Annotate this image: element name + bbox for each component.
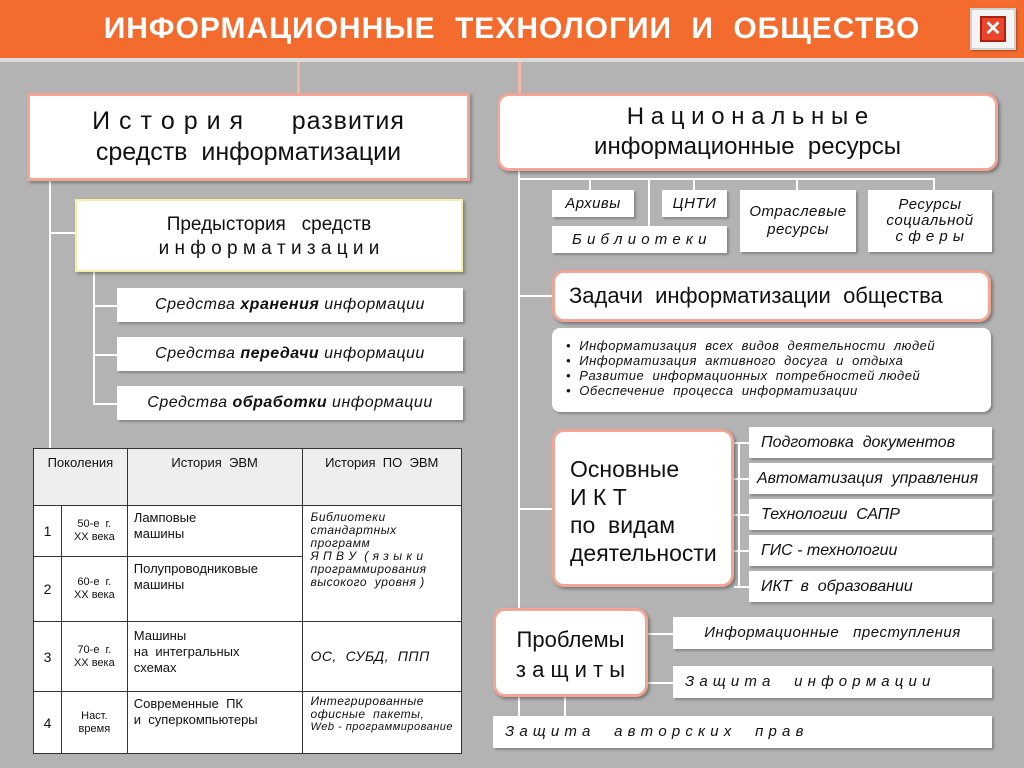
- evm-line: Машины: [133, 628, 187, 643]
- evm-line: Ламповые: [133, 510, 197, 525]
- ict-item-automation: [749, 463, 992, 494]
- means-storage-box: [117, 288, 463, 322]
- list-item: • Обеспечение процесса информатизации: [566, 383, 858, 398]
- po-line: офисные пакеты,: [310, 707, 425, 721]
- means-prefix: Средства: [147, 394, 233, 411]
- header-divider: [0, 58, 1024, 62]
- list-item: • Информатизация всех видов деятельности людей: [566, 338, 936, 353]
- po-line: Я П В У ( я з ы к и: [310, 549, 424, 563]
- social-resources-box: [868, 190, 992, 252]
- libraries-label: Б и б л и о т е к и: [572, 230, 707, 248]
- protection-item-crimes: [673, 617, 992, 649]
- ict-item-label: ИКТ в образовании: [761, 578, 913, 595]
- era-line: 50-е г.: [77, 518, 112, 530]
- connector-line: [518, 295, 554, 297]
- connector-line: [518, 508, 554, 510]
- branch-line: ресурсы: [767, 221, 829, 238]
- connector-line: [93, 354, 118, 356]
- po-line: Библиотеки: [310, 510, 386, 524]
- connector-line: [933, 178, 935, 190]
- table-header-row: [34, 449, 462, 506]
- ict-line: деятельности: [570, 540, 717, 566]
- generation-era: [61, 622, 127, 692]
- means-keyword: обработки: [232, 394, 328, 411]
- era-line: 60-е г.: [77, 576, 112, 588]
- evm-line: Современные ПК: [133, 696, 244, 711]
- cnti-label: ЦНТИ: [672, 194, 717, 212]
- generation-number: 3: [34, 622, 62, 692]
- protection-item-copyright: [493, 716, 992, 748]
- evm-line: на интегральных: [133, 644, 240, 659]
- means-suffix: информации: [319, 345, 425, 362]
- connector-line: [518, 178, 935, 180]
- protection-item-information: [673, 666, 992, 698]
- tasks-title: Задачи информатизации общества: [569, 283, 943, 308]
- protection-item-label: З а щ и т а и н ф о р м а ц и и: [685, 673, 931, 690]
- ict-item-gis: [749, 535, 992, 566]
- list-item: • Развитие информационных потребностей людей: [566, 368, 921, 383]
- connector-line: [49, 181, 51, 449]
- generation-number: 2: [34, 557, 62, 622]
- era-line: XX века: [73, 589, 115, 601]
- connector-line: [297, 62, 300, 94]
- connector-line: [648, 682, 674, 684]
- branch-line: Отраслевые: [749, 203, 847, 220]
- protection-line: Проблемы: [516, 627, 625, 652]
- po-line: стандартных: [310, 523, 397, 537]
- means-prefix: Средства: [155, 345, 241, 362]
- generation-number: 4: [34, 692, 62, 754]
- protection-box: [493, 608, 648, 697]
- generation-era: [61, 557, 127, 622]
- means-prefix: Средства: [155, 296, 241, 313]
- connector-line: [589, 178, 591, 190]
- social-line: Ресурсы: [898, 196, 962, 213]
- connector-line: [734, 586, 750, 588]
- means-transfer-box: [117, 337, 463, 371]
- era-line: время: [78, 722, 111, 735]
- list-item: • Информатизация активного досуга и отдыха: [566, 353, 904, 368]
- history-box: [27, 93, 470, 181]
- table-row: [34, 692, 462, 754]
- ict-item-label: Автоматизация управления: [757, 470, 979, 487]
- evm-history-cell: [127, 692, 302, 754]
- evm-line: машины: [133, 577, 185, 592]
- generations-table: [33, 448, 462, 754]
- evm-line: машины: [133, 526, 185, 541]
- ict-box: [552, 429, 734, 587]
- table-header: История ПО ЭВМ: [302, 449, 461, 506]
- ict-item-label: Подготовка документов: [761, 434, 956, 451]
- protection-line: з а щ и т ы: [515, 657, 626, 682]
- po-line: программ: [310, 536, 371, 550]
- generation-era: [61, 506, 127, 557]
- ict-item-education: [749, 571, 992, 602]
- connector-line: [734, 478, 750, 480]
- close-button[interactable]: [970, 8, 1016, 50]
- social-line: социальной: [886, 212, 974, 229]
- close-icon[interactable]: ✕: [980, 16, 1006, 42]
- connector-line: [93, 305, 118, 307]
- means-processing-box: [117, 386, 463, 420]
- means-keyword: передачи: [240, 345, 320, 362]
- ict-line: И К Т: [570, 484, 627, 510]
- cnti-box: [662, 190, 727, 217]
- means-suffix: информации: [327, 394, 433, 411]
- history-title-line1: И с т о р и я развития: [92, 107, 405, 135]
- protection-item-label: З а щ и т а а в т о р с к и х п р а в: [505, 723, 804, 740]
- generation-number: 1: [34, 506, 62, 557]
- connector-line: [648, 633, 674, 635]
- era-line: Наст.: [81, 709, 108, 722]
- connector-line: [518, 62, 521, 94]
- connector-line: [734, 550, 750, 552]
- archives-box: [552, 190, 634, 217]
- table-row: [34, 506, 462, 557]
- connector-line: [796, 178, 798, 190]
- connector-line: [49, 232, 76, 234]
- evm-history-cell: [127, 557, 302, 622]
- ict-item-label: Технологии САПР: [761, 506, 900, 523]
- era-line: XX века: [73, 656, 115, 669]
- social-line: с ф е р ы: [895, 228, 965, 245]
- ict-item-label: ГИС - технологии: [761, 542, 898, 559]
- po-line: Интегрированные: [310, 694, 424, 708]
- software-history-cell: [302, 506, 461, 622]
- protection-item-label: Информационные преступления: [704, 624, 961, 641]
- table-row: [34, 622, 462, 692]
- national-title-line1: Н а ц и о н а л ь н ы е: [626, 103, 869, 130]
- ict-item-documents: [749, 427, 992, 458]
- national-resources-box: [497, 93, 998, 171]
- po-line: Web - программирование: [310, 721, 453, 733]
- tasks-box: [552, 270, 991, 322]
- evm-history-cell: [127, 506, 302, 557]
- connector-line: [734, 514, 750, 516]
- means-keyword: хранения: [240, 296, 320, 313]
- software-history-cell: [302, 692, 461, 754]
- evm-line: схемах: [133, 660, 177, 675]
- ict-item-cad: [749, 499, 992, 530]
- libraries-box: [552, 226, 727, 253]
- connector-line: [93, 272, 95, 405]
- evm-history-cell: [127, 622, 302, 692]
- connector-line: [564, 697, 566, 717]
- page-title: ИНФОРМАЦИОННЫЕ ТЕХНОЛОГИИ И ОБЩЕСТВО: [103, 12, 921, 45]
- prehistory-line2: и н ф о р м а т и з а ц и и: [158, 238, 380, 259]
- ict-line: по видам: [570, 512, 676, 538]
- table-header: История ЭВМ: [127, 449, 302, 506]
- ict-line: Основные: [570, 456, 680, 482]
- prehistory-line1: Предыстория средств: [166, 214, 372, 235]
- branch-resources-box: [740, 190, 856, 252]
- means-suffix: информации: [319, 296, 425, 313]
- table-header: Поколения: [34, 449, 128, 506]
- national-title-line2: информационные ресурсы: [594, 133, 901, 160]
- software-history-cell: [302, 622, 461, 692]
- history-title-line2: средств информатизации: [95, 138, 402, 166]
- po-line: высокого уровня ): [310, 575, 425, 589]
- era-line: 70-е г.: [77, 643, 112, 656]
- evm-line: и суперкомпьютеры: [133, 712, 258, 727]
- connector-line: [93, 403, 118, 405]
- prehistory-box: [75, 199, 463, 272]
- po-line: программирования: [310, 562, 427, 576]
- archives-label: Архивы: [565, 194, 621, 212]
- era-line: XX века: [73, 531, 115, 543]
- connector-line: [734, 442, 750, 444]
- tasks-list: [552, 328, 991, 412]
- po-line: ОС, СУБД, ППП: [310, 648, 430, 664]
- connector-line: [693, 178, 695, 190]
- evm-line: Полупроводниковые: [133, 561, 258, 576]
- generation-era: [61, 692, 127, 754]
